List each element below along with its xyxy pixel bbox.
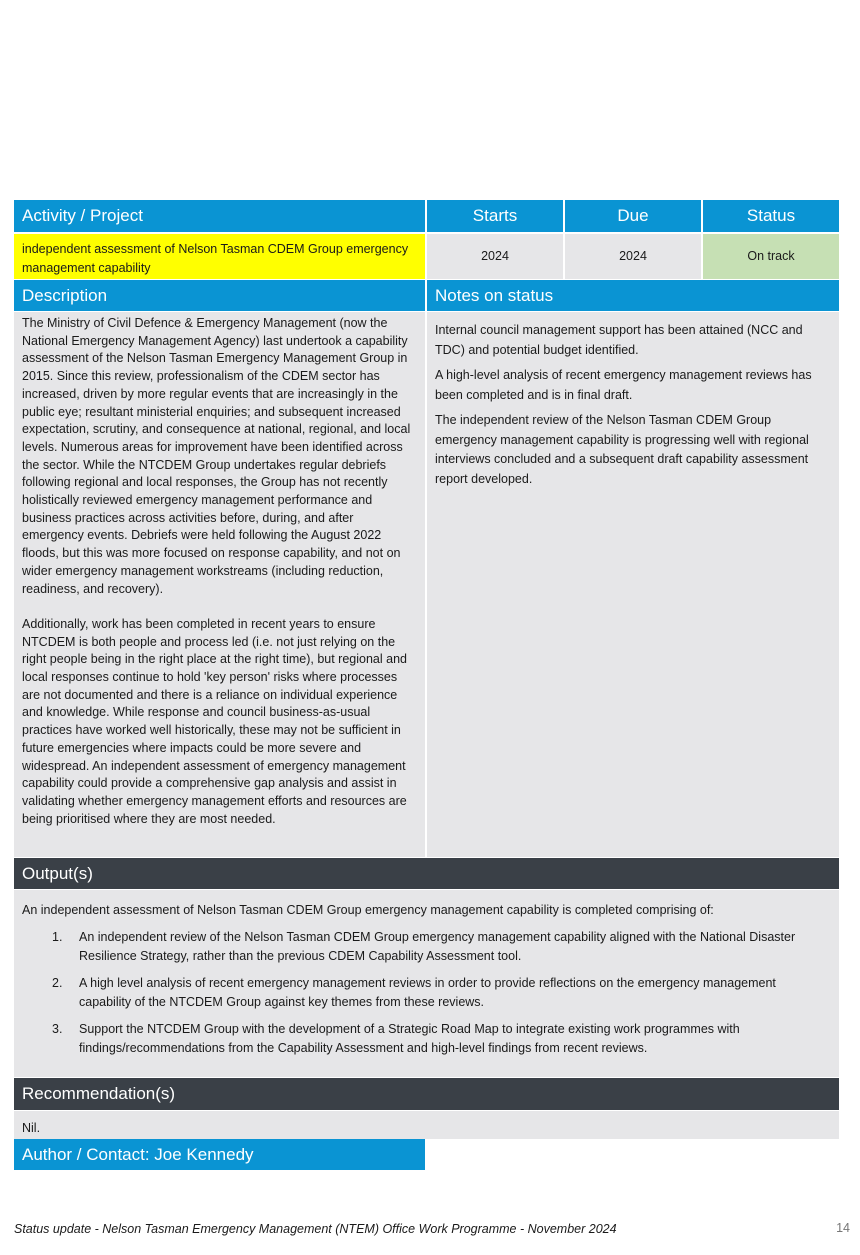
- description-paragraph: Additionally, work has been completed in recent years to ensure NTCDEM is both people and process led (i.e. not just relying on the right people being in the right place at the right time), but regional and local responses continue to hold 'key person' risks where processes are not documented and there is a reliance on individual experience and knowledge. While response and council business-as-usual practices have worked well historically, these may not be sufficient in future emergencies where impacts could be more severe and widespread. An independent assessment of emergency management capability could provide a comprehensive gap analysis and assist in validating whether emergency management efforts and resources are being prioritised where they are most needed.: [22, 616, 407, 826]
- status-cell: [703, 234, 839, 279]
- notes-heading-label: Notes on status: [435, 285, 554, 305]
- notes-paragraph: Internal council management support has been attained (NCC and TDC) and potential budget identified.: [435, 323, 803, 357]
- page-number: 14: [836, 1221, 850, 1235]
- outputs-heading-label: Output(s): [22, 863, 93, 883]
- header-activity-project: [14, 200, 425, 232]
- outputs-intro: An independent assessment of Nelson Tasman CDEM Group emergency management capability is completed comprising of:: [22, 903, 714, 917]
- description-heading: [14, 280, 425, 311]
- activity-name: independent assessment of Nelson Tasman CDEM Group emergency management capability: [22, 242, 409, 275]
- header-status-label: Status: [746, 206, 796, 225]
- notes-paragraph: The independent review of the Nelson Tasman CDEM Group emergency management capability is progressing well with regional interviews concluded and a subsequent draft capability assessment report developed.: [435, 413, 809, 486]
- description-heading-label: Description: [22, 285, 108, 305]
- header-due: [565, 200, 701, 232]
- author-contact: [14, 1139, 425, 1170]
- due-cell: [565, 234, 701, 279]
- header-activity-label: Activity / Project: [22, 206, 143, 225]
- list-item: [22, 974, 831, 1013]
- author-contact-label: Author / Contact: Joe Kennedy: [22, 1144, 254, 1164]
- outputs-heading: [14, 858, 839, 889]
- list-item-number: 2.: [52, 975, 63, 990]
- list-item-number: 3.: [52, 1021, 63, 1036]
- description-body: [14, 312, 425, 857]
- starts-cell: [427, 234, 563, 279]
- recommendations-body: [14, 1111, 839, 1139]
- recommendations-heading: [14, 1078, 839, 1110]
- header-starts: [427, 200, 563, 232]
- description-paragraph: The Ministry of Civil Defence & Emergency Management (now the National Emergency Management Agency) last undertook a capability assessment of the Nelson Tasman Emergency Management Group in 2015. Since this review, professionalism of the CDEM sector has increased, driven by more regular events that are increasingly in the public eye; resultant ministerial enquiries; and subsequent increased expectation, scrutiny, and consequence at national, regional, and local levels. Numerous areas for improvement have been identified across the sector. While the NTCDEM Group undertakes regular debriefs following regional and local responses, the Group has not recently holistically reviewed emergency management performance and business practices across activities before, during, and after emergency events. Debriefs were held following the August 2022 floods, but this was more focused on response capability, and not on wider emergency management workstreams (including reduction, readiness, and recovery).: [22, 316, 411, 596]
- list-item-text: A high level analysis of recent emergency management reviews in order to provide reflections on the emergency management capability of the NTCDEM Group against key themes from these reviews.: [79, 975, 776, 1009]
- notes-paragraph: A high-level analysis of recent emergency management reviews has been completed and is in final draft.: [435, 368, 812, 402]
- notes-heading: [427, 280, 839, 311]
- footer-text: Status update - Nelson Tasman Emergency Management (NTEM) Office Work Programme - November 2024: [14, 1222, 617, 1236]
- list-item: [22, 928, 831, 967]
- list-item-number: 1.: [52, 929, 63, 944]
- due-value: 2024: [619, 248, 647, 263]
- starts-value: 2024: [481, 248, 509, 263]
- outputs-body: [14, 890, 839, 1077]
- notes-body: [427, 312, 839, 857]
- header-due-label: Due: [617, 206, 649, 225]
- list-item: [22, 1020, 831, 1059]
- outputs-list: [22, 928, 831, 1059]
- status-badge: On track: [747, 248, 795, 263]
- list-item-text: An independent review of the Nelson Tasman CDEM Group emergency management capability aligned with the National Disaster Resilience Strategy, rather than the previous CDEM Capability Assessment tool.: [79, 929, 796, 963]
- header-starts-label: Starts: [472, 206, 518, 225]
- list-item-text: Support the NTCDEM Group with the development of a Strategic Road Map to integrate existing work programmes with findings/recommendations from the Capability Assessment and high-level findings from recent reviews.: [79, 1021, 740, 1055]
- header-status: [703, 200, 839, 232]
- recommendations-text: Nil.: [22, 1121, 41, 1135]
- recommendations-heading-label: Recommendation(s): [22, 1084, 176, 1103]
- activity-cell: [14, 234, 425, 279]
